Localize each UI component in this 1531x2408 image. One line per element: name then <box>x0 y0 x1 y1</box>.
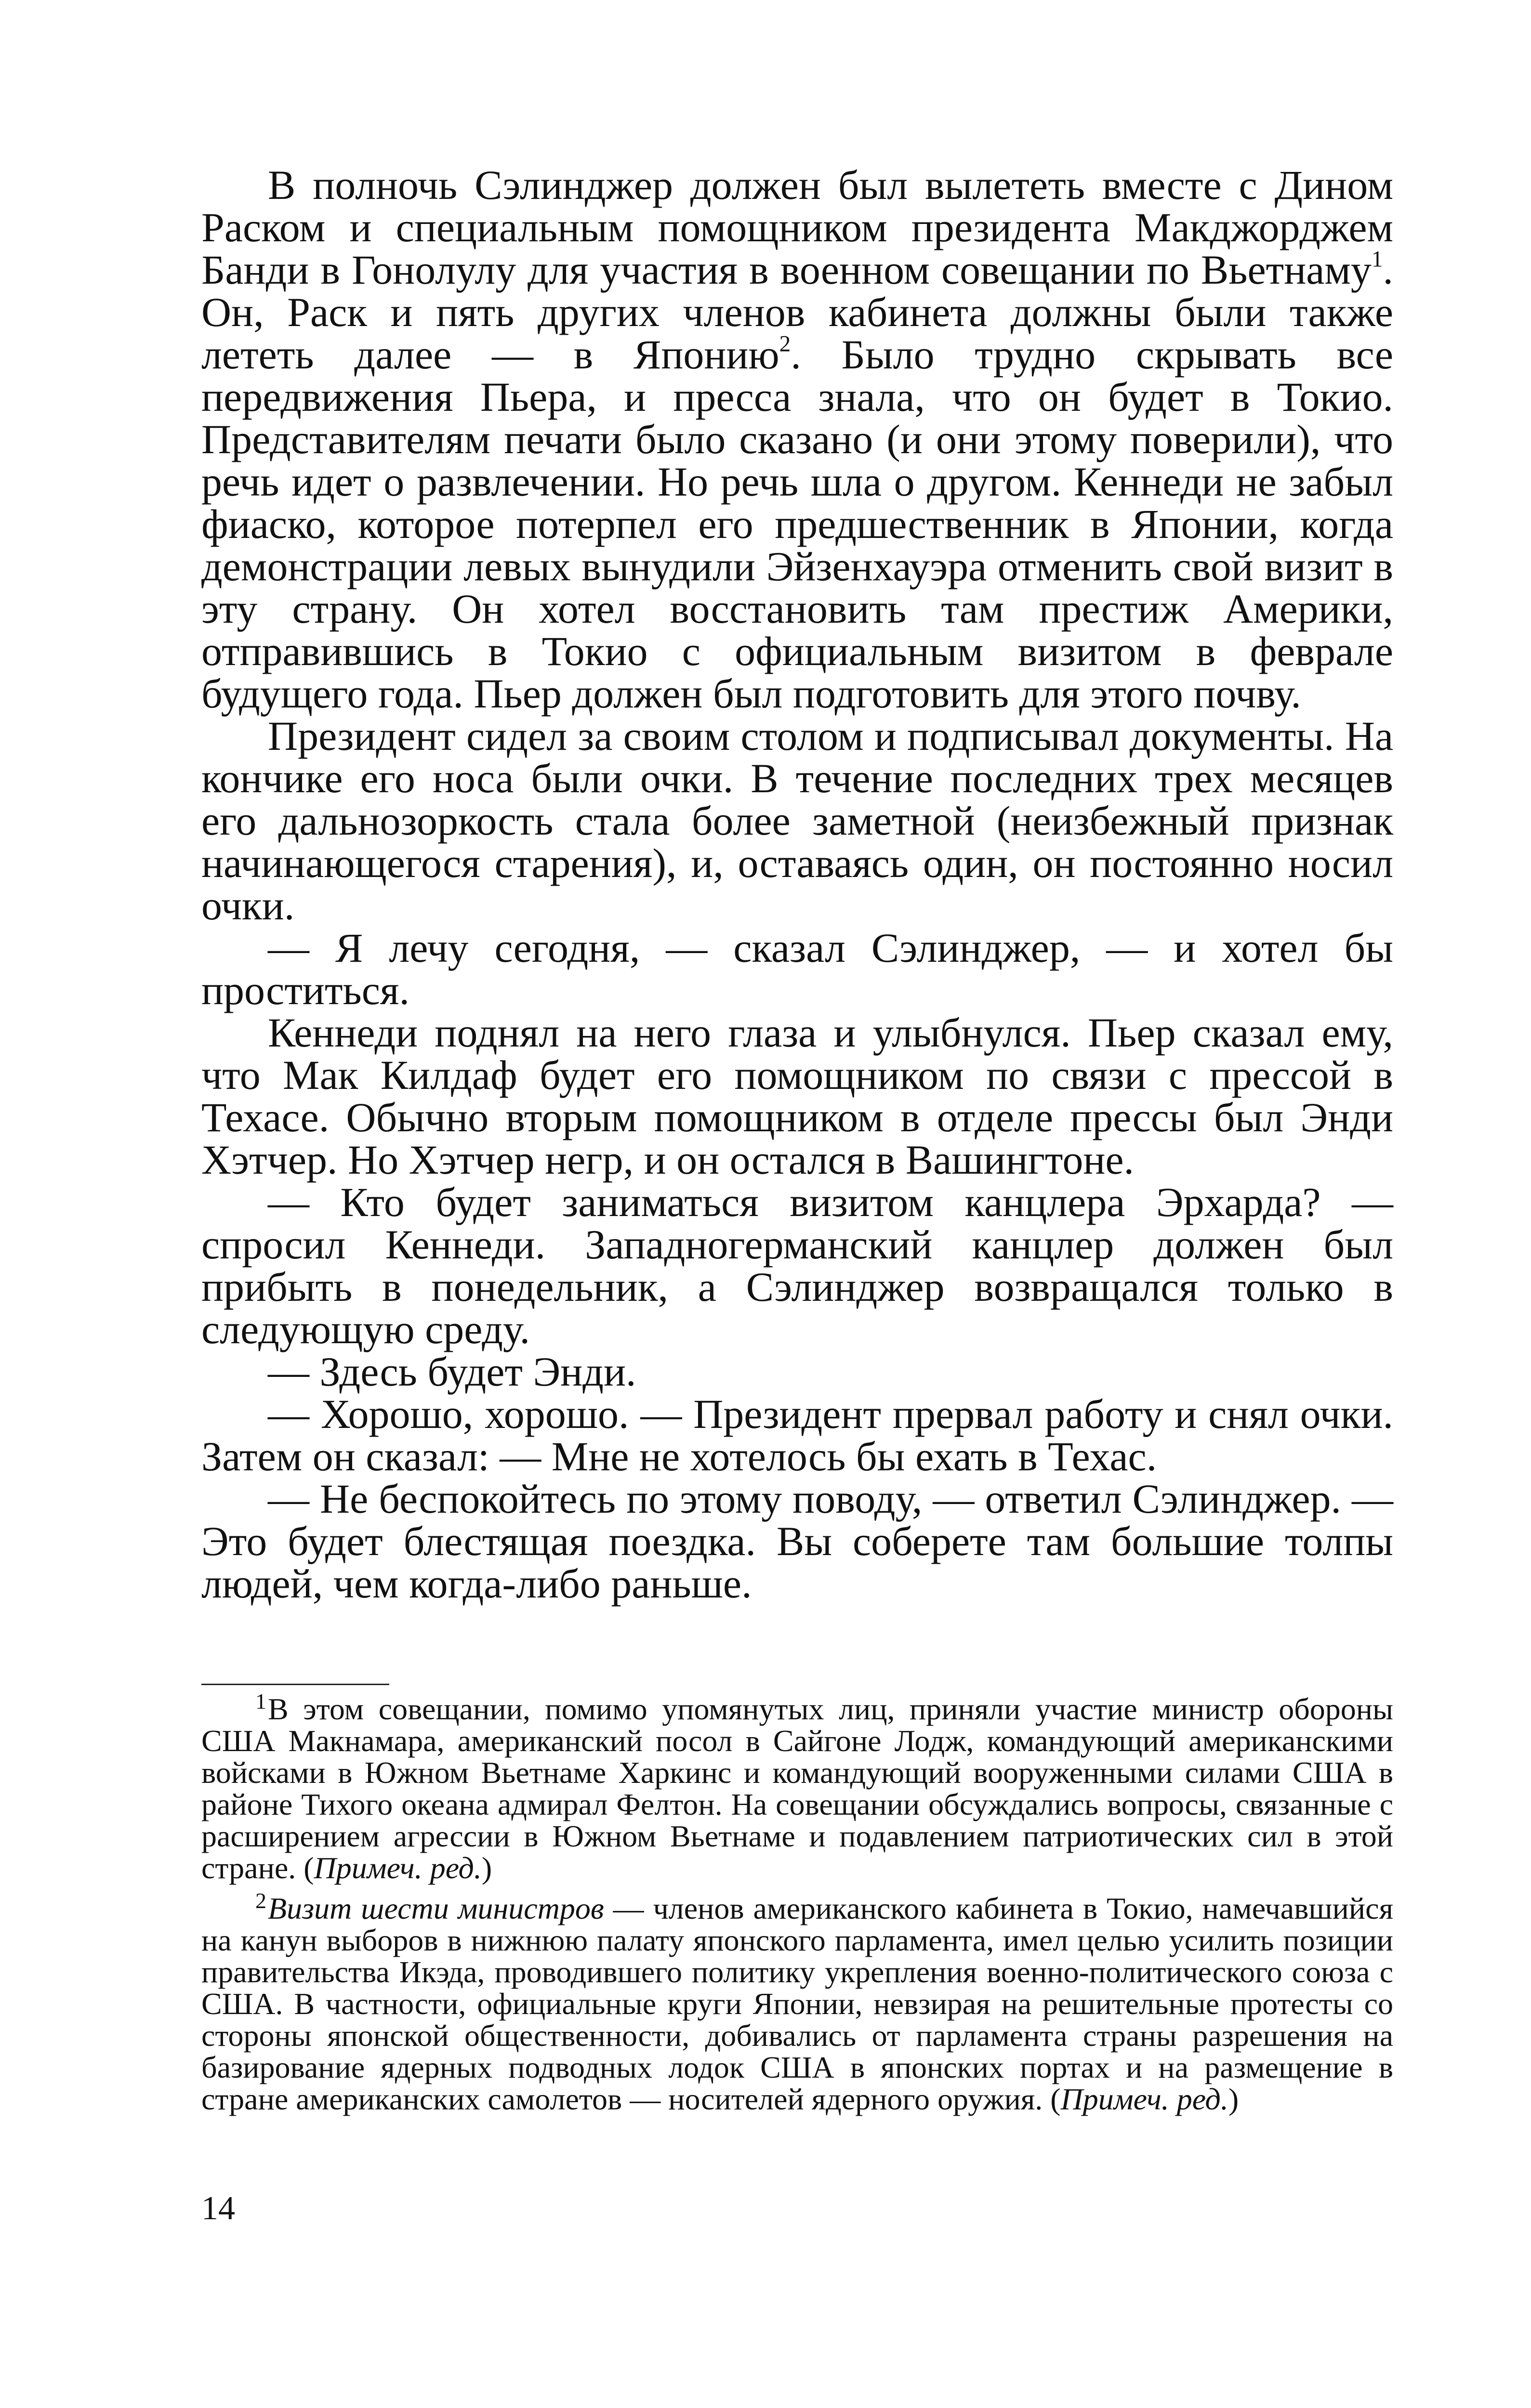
paragraph: — Хорошо, хорошо. — Президент прервал работу и снял очки. Затем он сказал: — Мне не хотелось бы ехать в Техас. <box>201 1391 1393 1479</box>
footnote-ref-2: 2 <box>779 331 791 357</box>
footnote-text: В этом совещании, помимо упомянутых лиц, приняли участие министр обороны США Макнамара, американский посол в Сайгоне Лодж, командующий американскими войсками в Южном Вьетнаме Харкинс и командующий вооруженными силами США в районе Тихого океана адмирал Фелтон. На совещании обсуждались вопросы, связанные с расширением агрессии в Южном Вьетнаме и подавлением патриотических сил в этой стране. ( <box>201 1692 1393 1885</box>
footnotes <box>201 1689 1394 2124</box>
editor-note: Примеч. ред. <box>1060 2082 1228 2116</box>
paragraph: Президент сидел за своим столом и подписывал документы. На кончике его носа были очки. В течение последних трех месяцев его дальнозоркость стала более заметной (неизбежный признак начинающегося старения), и, оставаясь один, он постоянно носил очки. <box>201 713 1393 929</box>
paragraph: В полночь Сэлинджер должен был вылететь вместе с Дином Раском и специальным помощником президента Макджорджем Банди в Гонолулу для участия в военном совещании по Вьетнаму$^1$. Он, Раск и пять других членов кабинета должны были также лететь далее — в Японию$^2$. Было трудно скрывать все передвижения Пьера, и пресса знала, что он будет в Токио. Представителям печати было сказано (и они этому поверили), что речь идет о развлечении. Но речь шла о другом. Кеннеди не забыл фиаско, которое потерпел его предшественник в Японии, когда демонстрации левых вынудили Эйзенхауэра отменить свой визит в эту страну. Он хотел восстановить там престиж Америки, отправившись в Токио с официальным визитом в феврале будущего года. Пьер должен был подготовить для этого почву. <box>201 162 1393 717</box>
paragraph: — Не беспокойтесь по этому поводу, — ответил Сэлинджер. — Это будет блестящая поездка. Вы соберете там большие толпы людей, чем когда-либо раньше. <box>201 1476 1393 1607</box>
paragraph: — Здесь будет Энди. <box>268 1348 636 1395</box>
editor-note: Примеч. ред. <box>314 1851 482 1885</box>
footnote-italic-lead: Визит шести министров <box>268 1891 604 1925</box>
footnote-2: 2Визит шести министров — членов американского кабинета в Токио, намечавшийся на канун выборов в нижнюю палату японского парламента, имел целью усилить позиции правительства Икэда, проводившего политику укрепления военно-политического союза с США. В частности, официальные круги Японии, невзирая на решительные протесты со стороны японской общественности, добивались от парламента страны разрешения на базирование ядерных подводных лодок США в японских портах и на размещение в стране американских самолетов — носителей ядерного оружия. (Примеч. ред.) <box>201 1888 1394 2116</box>
main-text <box>201 164 1393 1605</box>
footnote-ref-1: 1 <box>1371 247 1383 272</box>
footnote-text: — членов американского кабинета в Токио, намечавшийся на канун выборов в нижнюю палату японского парламента, имел целью усилить позиции правительства Икэда, проводившего политику укрепления военно-политического союза с США. В частности, официальные круги Японии, невзирая на решительные протесты со стороны японской общественности, добивались от парламента страны разрешения на базирование ядерных подводных лодок США в японских портах и на размещение в стране американских самолетов — носителей ядерного оружия. ( <box>201 1891 1394 2116</box>
paragraph: — Кто будет заниматься визитом канцлера Эрхарда? — спросил Кеннеди. Западногерманский канцлер должен был прибыть в понедельник, а Сэлинджер возвращался только в следующую среду. <box>201 1179 1393 1352</box>
footnote-divider <box>201 1684 389 1685</box>
paragraph: — Я лечу сегодня, — сказал Сэлинджер, — и хотел бы проститься. <box>201 925 1393 1013</box>
page-number: 14 <box>201 2190 235 2227</box>
paragraph: Кеннеди поднял на него глаза и улыбнулся. Пьер сказал ему, что Мак Килдаф будет его помощником по связи с прессой в Техасе. Обычно вторым помощником в отделе прессы был Энди Хэтчер. Но Хэтчер негр, и он остался в Вашингтоне. <box>201 1009 1393 1183</box>
footnote-1: 1В этом совещании, помимо упомянутых лиц, приняли участие министр обороны США Макнамара, американский посол в Сайгоне Лодж, командующий американскими войсками в Южном Вьетнаме Харкинс и командующий вооруженными силами США в районе Тихого океана адмирал Фелтон. На совещании обсуждались вопросы, связанные с расширением агрессии в Южном Вьетнаме и подавлением патриотических сил в этой стране. (Примеч. ред.) <box>201 1689 1393 1885</box>
